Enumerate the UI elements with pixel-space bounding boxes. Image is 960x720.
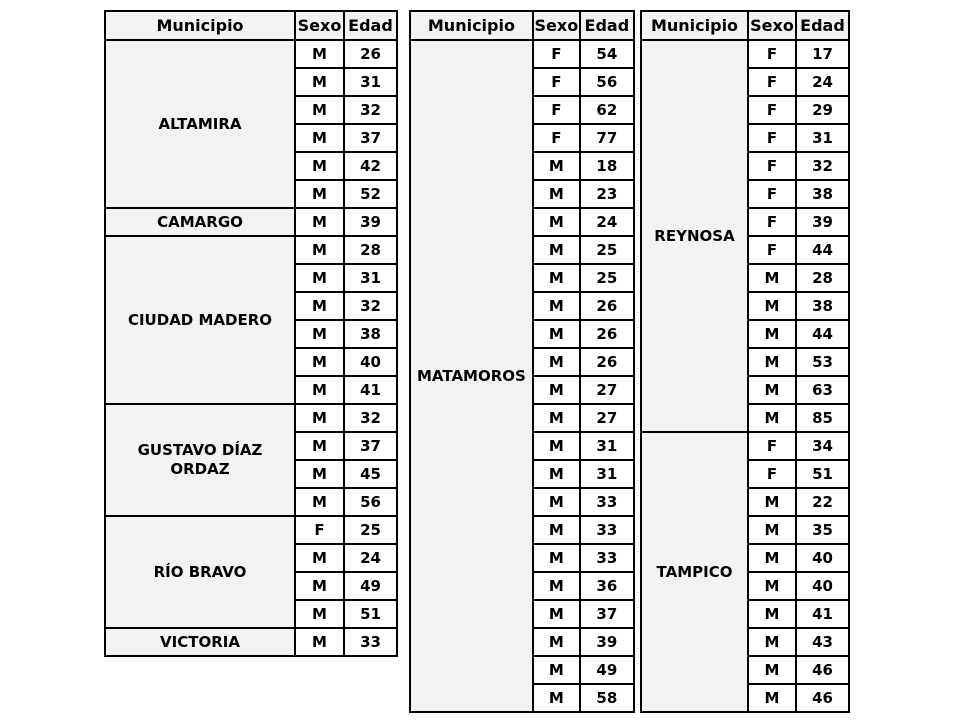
- sexo-cell: M: [533, 516, 580, 544]
- sexo-cell: M: [295, 40, 344, 68]
- sexo-cell: F: [533, 124, 580, 152]
- header-row: [641, 11, 849, 40]
- edad-cell: 32: [344, 404, 397, 432]
- edad-cell: 43: [796, 628, 849, 656]
- sexo-cell: M: [533, 208, 580, 236]
- sexo-cell: F: [748, 460, 796, 488]
- sexo-cell: M: [533, 320, 580, 348]
- edad-column-header: Edad: [796, 11, 849, 40]
- edad-cell: 18: [580, 152, 634, 180]
- sexo-cell: M: [748, 488, 796, 516]
- sexo-cell: F: [748, 152, 796, 180]
- edad-cell: 51: [796, 460, 849, 488]
- sexo-cell: M: [748, 320, 796, 348]
- sexo-cell: F: [748, 180, 796, 208]
- sexo-cell: M: [533, 180, 580, 208]
- sexo-cell: F: [295, 516, 344, 544]
- sexo-cell: M: [533, 236, 580, 264]
- sexo-cell: M: [533, 348, 580, 376]
- sexo-cell: M: [533, 292, 580, 320]
- sexo-cell: M: [533, 628, 580, 656]
- edad-cell: 56: [344, 488, 397, 516]
- edad-cell: 24: [796, 68, 849, 96]
- table-row: [105, 208, 397, 236]
- edad-cell: 25: [580, 264, 634, 292]
- sexo-cell: M: [748, 600, 796, 628]
- edad-cell: 58: [580, 684, 634, 712]
- sexo-cell: M: [295, 432, 344, 460]
- edad-cell: 38: [796, 292, 849, 320]
- sexo-cell: M: [533, 544, 580, 572]
- edad-cell: 31: [796, 124, 849, 152]
- edad-cell: 41: [344, 376, 397, 404]
- edad-cell: 38: [344, 320, 397, 348]
- edad-cell: 31: [344, 264, 397, 292]
- edad-cell: 26: [344, 40, 397, 68]
- edad-cell: 85: [796, 404, 849, 432]
- sexo-cell: M: [295, 68, 344, 96]
- sexo-cell: M: [748, 572, 796, 600]
- sexo-cell: M: [533, 460, 580, 488]
- sexo-cell: M: [295, 152, 344, 180]
- edad-cell: 27: [580, 404, 634, 432]
- sexo-cell: M: [533, 264, 580, 292]
- municipio-cell: GUSTAVO DÍAZ ORDAZ: [105, 404, 295, 516]
- sexo-column-header: Sexo: [748, 11, 796, 40]
- municipio-table-left: [104, 10, 398, 657]
- sexo-cell: F: [748, 124, 796, 152]
- sexo-cell: M: [295, 96, 344, 124]
- edad-cell: 56: [580, 68, 634, 96]
- sexo-cell: F: [533, 96, 580, 124]
- sexo-cell: M: [748, 264, 796, 292]
- edad-cell: 24: [344, 544, 397, 572]
- header-row: [105, 11, 397, 40]
- municipio-cell: RÍO BRAVO: [105, 516, 295, 628]
- sexo-cell: M: [295, 236, 344, 264]
- edad-cell: 34: [796, 432, 849, 460]
- edad-cell: 35: [796, 516, 849, 544]
- edad-column-header: Edad: [580, 11, 634, 40]
- sexo-column-header: Sexo: [295, 11, 344, 40]
- edad-cell: 33: [580, 488, 634, 516]
- edad-cell: 31: [344, 68, 397, 96]
- edad-cell: 51: [344, 600, 397, 628]
- edad-cell: 44: [796, 320, 849, 348]
- table-row: [410, 40, 634, 68]
- edad-cell: 24: [580, 208, 634, 236]
- sexo-cell: M: [533, 600, 580, 628]
- sexo-cell: M: [295, 488, 344, 516]
- sexo-cell: M: [295, 544, 344, 572]
- sexo-cell: M: [533, 404, 580, 432]
- edad-cell: 32: [796, 152, 849, 180]
- municipio-cell: VICTORIA: [105, 628, 295, 656]
- edad-cell: 62: [580, 96, 634, 124]
- table-row: [641, 40, 849, 68]
- sexo-cell: M: [533, 684, 580, 712]
- sexo-cell: M: [748, 544, 796, 572]
- municipio-column-header: Municipio: [410, 11, 533, 40]
- edad-cell: 46: [796, 684, 849, 712]
- municipio-column-header: Municipio: [105, 11, 295, 40]
- edad-cell: 38: [796, 180, 849, 208]
- sexo-cell: F: [748, 432, 796, 460]
- sexo-cell: M: [533, 488, 580, 516]
- edad-cell: 26: [580, 348, 634, 376]
- sexo-cell: F: [533, 40, 580, 68]
- sexo-cell: M: [295, 124, 344, 152]
- sexo-cell: F: [748, 40, 796, 68]
- edad-cell: 28: [796, 264, 849, 292]
- edad-cell: 26: [580, 292, 634, 320]
- edad-cell: 77: [580, 124, 634, 152]
- municipio-table-middle: [409, 10, 635, 713]
- edad-cell: 17: [796, 40, 849, 68]
- sexo-cell: M: [295, 572, 344, 600]
- edad-cell: 39: [796, 208, 849, 236]
- sexo-cell: M: [295, 460, 344, 488]
- municipio-cell: TAMPICO: [641, 432, 748, 712]
- edad-cell: 25: [344, 516, 397, 544]
- sexo-cell: F: [533, 68, 580, 96]
- table-row: [105, 236, 397, 264]
- edad-cell: 40: [344, 348, 397, 376]
- edad-cell: 31: [580, 432, 634, 460]
- table-row: [105, 40, 397, 68]
- sexo-cell: M: [295, 180, 344, 208]
- edad-cell: 23: [580, 180, 634, 208]
- edad-cell: 33: [344, 628, 397, 656]
- sexo-cell: M: [748, 684, 796, 712]
- municipio-table-right: [640, 10, 850, 713]
- sexo-cell: M: [748, 516, 796, 544]
- municipio-cell: ALTAMIRA: [105, 40, 295, 208]
- edad-cell: 32: [344, 96, 397, 124]
- edad-cell: 44: [796, 236, 849, 264]
- sexo-cell: M: [748, 628, 796, 656]
- edad-cell: 26: [580, 320, 634, 348]
- municipio-cell: REYNOSA: [641, 40, 748, 432]
- edad-cell: 49: [580, 656, 634, 684]
- sexo-cell: M: [748, 292, 796, 320]
- edad-cell: 31: [580, 460, 634, 488]
- table-row: [641, 432, 849, 460]
- sexo-column-header: Sexo: [533, 11, 580, 40]
- edad-cell: 40: [796, 572, 849, 600]
- edad-cell: 42: [344, 152, 397, 180]
- edad-cell: 52: [344, 180, 397, 208]
- sexo-cell: M: [748, 656, 796, 684]
- municipio-column-header: Municipio: [641, 11, 748, 40]
- edad-cell: 53: [796, 348, 849, 376]
- edad-cell: 46: [796, 656, 849, 684]
- table-row: [105, 628, 397, 656]
- edad-cell: 39: [344, 208, 397, 236]
- sexo-cell: M: [533, 572, 580, 600]
- sexo-cell: M: [533, 432, 580, 460]
- sexo-cell: M: [533, 656, 580, 684]
- edad-cell: 22: [796, 488, 849, 516]
- sexo-cell: F: [748, 68, 796, 96]
- sexo-cell: M: [295, 292, 344, 320]
- edad-cell: 37: [580, 600, 634, 628]
- municipio-cell: CIUDAD MADERO: [105, 236, 295, 404]
- edad-cell: 41: [796, 600, 849, 628]
- sexo-cell: F: [748, 96, 796, 124]
- edad-cell: 45: [344, 460, 397, 488]
- table-row: [105, 516, 397, 544]
- municipio-cell: MATAMOROS: [410, 40, 533, 712]
- sexo-cell: M: [533, 152, 580, 180]
- edad-cell: 32: [344, 292, 397, 320]
- edad-cell: 25: [580, 236, 634, 264]
- edad-cell: 49: [344, 572, 397, 600]
- table-row: [105, 404, 397, 432]
- sexo-cell: M: [295, 600, 344, 628]
- edad-cell: 37: [344, 124, 397, 152]
- edad-column-header: Edad: [344, 11, 397, 40]
- sexo-cell: M: [748, 348, 796, 376]
- edad-cell: 40: [796, 544, 849, 572]
- edad-cell: 63: [796, 376, 849, 404]
- edad-cell: 29: [796, 96, 849, 124]
- sexo-cell: M: [295, 376, 344, 404]
- sexo-cell: M: [748, 404, 796, 432]
- edad-cell: 28: [344, 236, 397, 264]
- sexo-cell: M: [295, 208, 344, 236]
- sexo-cell: M: [295, 404, 344, 432]
- edad-cell: 33: [580, 544, 634, 572]
- edad-cell: 54: [580, 40, 634, 68]
- edad-cell: 33: [580, 516, 634, 544]
- edad-cell: 37: [344, 432, 397, 460]
- sexo-cell: M: [533, 376, 580, 404]
- sexo-cell: M: [295, 628, 344, 656]
- sexo-cell: M: [295, 320, 344, 348]
- header-row: [410, 11, 634, 40]
- edad-cell: 27: [580, 376, 634, 404]
- edad-cell: 36: [580, 572, 634, 600]
- sexo-cell: F: [748, 208, 796, 236]
- sexo-cell: M: [295, 348, 344, 376]
- sexo-cell: F: [748, 236, 796, 264]
- sexo-cell: M: [748, 376, 796, 404]
- edad-cell: 39: [580, 628, 634, 656]
- sexo-cell: M: [295, 264, 344, 292]
- municipio-cell: CAMARGO: [105, 208, 295, 236]
